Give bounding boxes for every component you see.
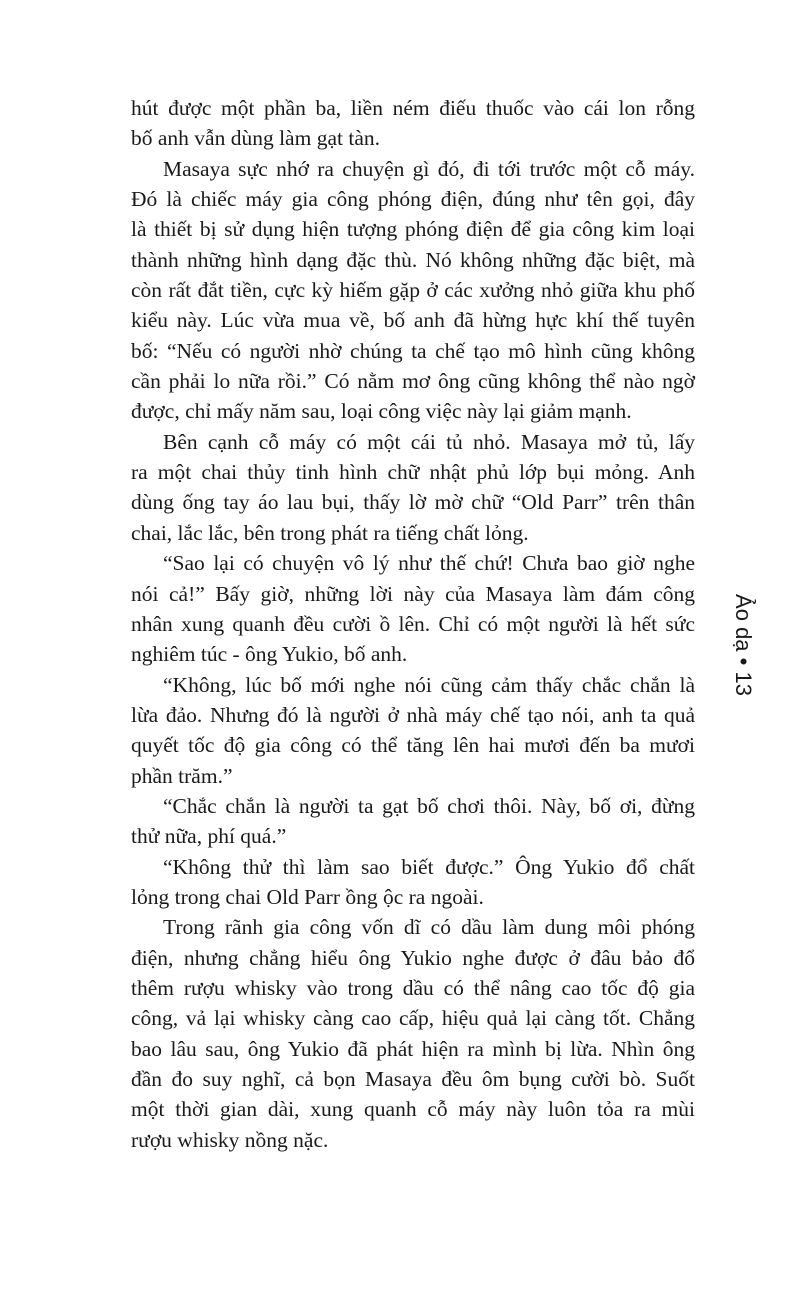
paragraph bbox=[131, 912, 695, 1155]
text-line: thử nữa, phí quá.” bbox=[131, 824, 287, 849]
text-line: một thời gian dài, xung quanh cỗ máy này luôn tỏa ra mùi bbox=[131, 1097, 695, 1122]
text-line: “Không thử thì làm sao biết được.” Ông Yukio đổ chất bbox=[163, 854, 695, 879]
paragraph bbox=[131, 670, 695, 791]
text-line: điện, nhưng chẳng hiểu ông Yukio nghe được ở đâu bảo đổ bbox=[131, 945, 695, 970]
text-line: “Không, lúc bố mới nghe nói cũng cảm thấy chắc chắn là bbox=[163, 672, 695, 697]
text-line: “Chắc chắn là người ta gạt bố chơi thôi. Này, bố ơi, đừng bbox=[163, 793, 695, 818]
paragraph bbox=[131, 791, 695, 852]
text-line: bao lâu sau, ông Yukio đã phát hiện ra mình bị lừa. Nhìn ông bbox=[131, 1036, 695, 1061]
text-line: quyết tốc độ gia công có thể tăng lên hai mươi đến ba mươi bbox=[131, 733, 695, 758]
text-line: Trong rãnh gia công vốn dĩ có dầu làm dung môi phóng bbox=[163, 915, 695, 940]
paragraph bbox=[131, 154, 695, 427]
text-line: bố: “Nếu có người nhờ chúng ta chế tạo mô hình cũng không bbox=[131, 338, 695, 363]
paragraph bbox=[131, 548, 695, 669]
text-line: đần đo suy nghĩ, cả bọn Masaya đều ôm bụng cười bò. Suốt bbox=[131, 1067, 695, 1091]
text-line: hút được một phần ba, liền ném điếu thuốc vào cái lon rỗng bbox=[131, 96, 695, 120]
text-line: thành những hình dạng đặc thù. Nó không những đặc biệt, mà bbox=[131, 247, 695, 272]
text-line: ra một chai thủy tinh hình chữ nhật phủ lớp bụi mỏng. Anh bbox=[131, 460, 695, 485]
text-line: còn rất đắt tiền, cực kỳ hiếm gặp ở các xưởng nhỏ giữa khu phố bbox=[131, 278, 695, 303]
text-line: nghiêm túc - ông Yukio, bố anh. bbox=[131, 642, 408, 667]
text-line: chai, lắc lắc, bên trong phát ra tiếng chất lỏng. bbox=[131, 520, 529, 545]
text-line: được, chỉ mấy năm sau, loại công việc này lại giảm mạnh. bbox=[131, 399, 632, 424]
text-line: lỏng trong chai Old Parr ồng ộc ra ngoài. bbox=[131, 884, 484, 909]
paragraph bbox=[131, 852, 695, 913]
paragraph bbox=[131, 427, 695, 548]
running-head bbox=[728, 585, 758, 705]
text-line: Bên cạnh cỗ máy có một cái tủ nhỏ. Masaya mở tủ, lấy bbox=[163, 429, 695, 454]
text-line: công, vả lại whisky càng cao cấp, hiệu quả lại càng tốt. Chẳng bbox=[131, 1006, 695, 1031]
text-line: phần trăm.” bbox=[131, 763, 233, 788]
text-line: dùng ống tay áo lau bụi, thấy lờ mờ chữ “Old Parr” trên thân bbox=[131, 490, 695, 515]
paragraph bbox=[131, 93, 695, 154]
text-line: nhân xung quanh đều cười ồ lên. Chỉ có một người là hết sức bbox=[131, 611, 695, 636]
text-line: cần phải lo nữa rồi.” Có nằm mơ ông cũng không thể nào ngờ bbox=[131, 369, 695, 394]
text-line: là thiết bị sử dụng hiện tượng phóng điện để gia công kim loại bbox=[131, 217, 695, 242]
text-line: nói cả!” Bấy giờ, những lời này của Masaya làm đám công bbox=[131, 581, 695, 606]
text-line: bố anh vẫn dùng làm gạt tàn. bbox=[131, 126, 380, 151]
text-line: lừa đảo. Nhưng đó là người ở nhà máy chế tạo nói, anh ta quả bbox=[131, 702, 695, 727]
text-line: thêm rượu whisky vào trong dầu có thể nâng cao tốc độ gia bbox=[131, 975, 695, 1000]
running-head-title-page-number: Ảo dạ • 13 bbox=[731, 594, 756, 696]
book-page-body bbox=[131, 93, 695, 1155]
text-line: “Sao lại có chuyện vô lý như thế chứ! Chưa bao giờ nghe bbox=[163, 551, 695, 576]
text-line: Masaya sực nhớ ra chuyện gì đó, đi tới trước một cỗ máy. bbox=[163, 156, 695, 181]
text-line: kiểu này. Lúc vừa mua về, bố anh đã hừng hực khí thế tuyên bbox=[131, 308, 695, 333]
text-line: Đó là chiếc máy gia công phóng điện, đúng như tên gọi, đây bbox=[131, 187, 695, 212]
text-line: rượu whisky nồng nặc. bbox=[131, 1127, 329, 1152]
